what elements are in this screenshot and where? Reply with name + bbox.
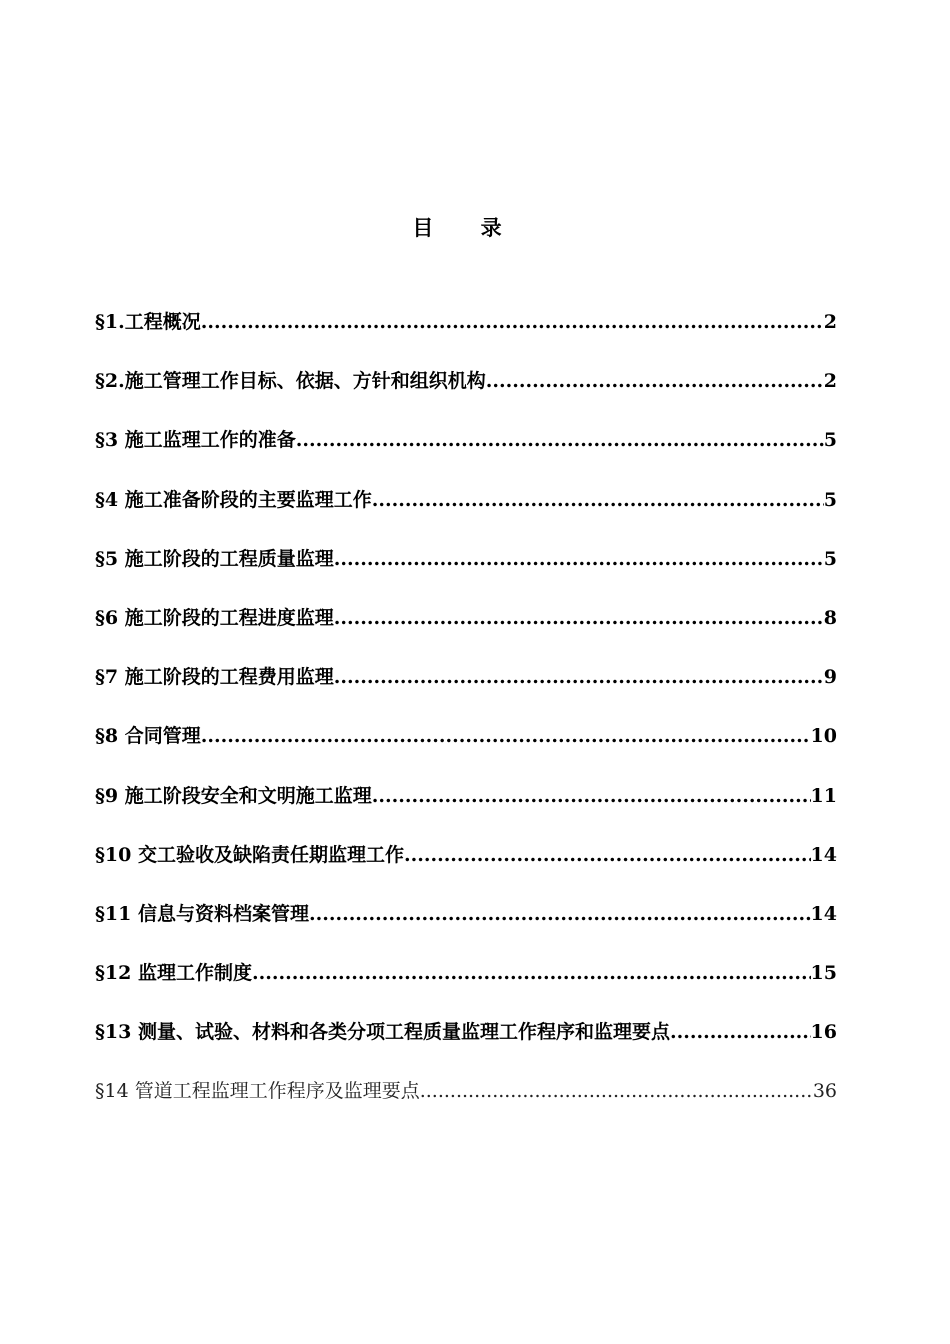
toc-entry-page-number: 5 — [823, 547, 837, 570]
toc-entry-label: §1.工程概况 — [95, 311, 201, 333]
toc-entry-label: §4 施工准备阶段的主要监理工作 — [95, 488, 372, 511]
toc-entry-label: §5 施工阶段的工程质量监理 — [95, 547, 334, 570]
toc-entry[interactable] — [95, 780, 837, 839]
toc-entry[interactable] — [95, 839, 837, 898]
toc-entry[interactable] — [95, 306, 837, 365]
toc-entry-page-number: 36 — [812, 1080, 837, 1103]
toc-entry-page-number: 14 — [810, 843, 837, 866]
toc-dot-leader — [420, 1075, 813, 1107]
toc-entry[interactable] — [95, 365, 837, 424]
toc-entry-label: §8 合同管理 — [95, 725, 201, 748]
toc-entry-label: §13 测量、试验、材料和各类分项工程质量监理工作程序和监理要点 — [95, 1021, 670, 1044]
toc-entry[interactable] — [95, 484, 837, 543]
toc-entry[interactable] — [95, 898, 837, 957]
toc-dot-leader — [201, 306, 824, 338]
toc-entry-label: §10 交工验收及缺陷责任期监理工作 — [95, 843, 404, 866]
toc-entry-page-number: 9 — [823, 666, 837, 689]
toc-entry-page-number: 2 — [823, 311, 837, 333]
toc-dot-leader — [252, 957, 811, 989]
toc-entry-page-number: 5 — [823, 429, 837, 452]
toc-entry-page-number: 16 — [810, 1021, 837, 1044]
toc-entry-label: §12 监理工作制度 — [95, 962, 252, 985]
toc-entry[interactable] — [95, 602, 837, 661]
toc-entry[interactable] — [95, 543, 837, 602]
toc-entry-page-number: 8 — [823, 606, 837, 629]
toc-dot-leader — [404, 839, 811, 871]
toc-dot-leader — [296, 424, 824, 456]
toc-entry[interactable] — [95, 1075, 837, 1134]
toc-list — [95, 306, 837, 1135]
toc-entry-label: §6 施工阶段的工程进度监理 — [95, 606, 334, 629]
toc-dot-leader — [486, 365, 824, 397]
toc-entry-label: §14 管道工程监理工作程序及监理要点 — [95, 1080, 420, 1103]
toc-entry-page-number: 5 — [823, 488, 837, 511]
toc-entry[interactable] — [95, 661, 837, 720]
toc-entry[interactable] — [95, 957, 837, 1016]
toc-dot-leader — [334, 543, 824, 575]
toc-entry[interactable] — [95, 424, 837, 483]
toc-entry-page-number: 14 — [810, 902, 837, 925]
toc-title: 目 录 — [412, 215, 522, 240]
toc-entry-label: §9 施工阶段安全和文明施工监理 — [95, 784, 372, 807]
toc-entry-page-number: 10 — [810, 725, 837, 748]
toc-entry-label: §7 施工阶段的工程费用监理 — [95, 666, 334, 689]
toc-entry[interactable] — [95, 720, 837, 779]
toc-entry[interactable] — [95, 1016, 837, 1075]
toc-entry-label: §11 信息与资料档案管理 — [95, 902, 309, 925]
toc-dot-leader — [334, 602, 824, 634]
toc-dot-leader — [334, 661, 824, 693]
toc-dot-leader — [372, 780, 811, 812]
toc-dot-leader — [201, 720, 811, 752]
toc-dot-leader — [670, 1016, 811, 1048]
toc-entry-page-number: 2 — [823, 370, 837, 393]
toc-entry-page-number: 15 — [810, 962, 837, 985]
toc-dot-leader — [309, 898, 811, 930]
toc-entry-label: §2.施工管理工作目标、依据、方针和组织机构 — [95, 370, 486, 393]
toc-entry-page-number: 11 — [810, 784, 837, 807]
toc-dot-leader — [372, 484, 824, 516]
toc-entry-label: §3 施工监理工作的准备 — [95, 429, 296, 452]
